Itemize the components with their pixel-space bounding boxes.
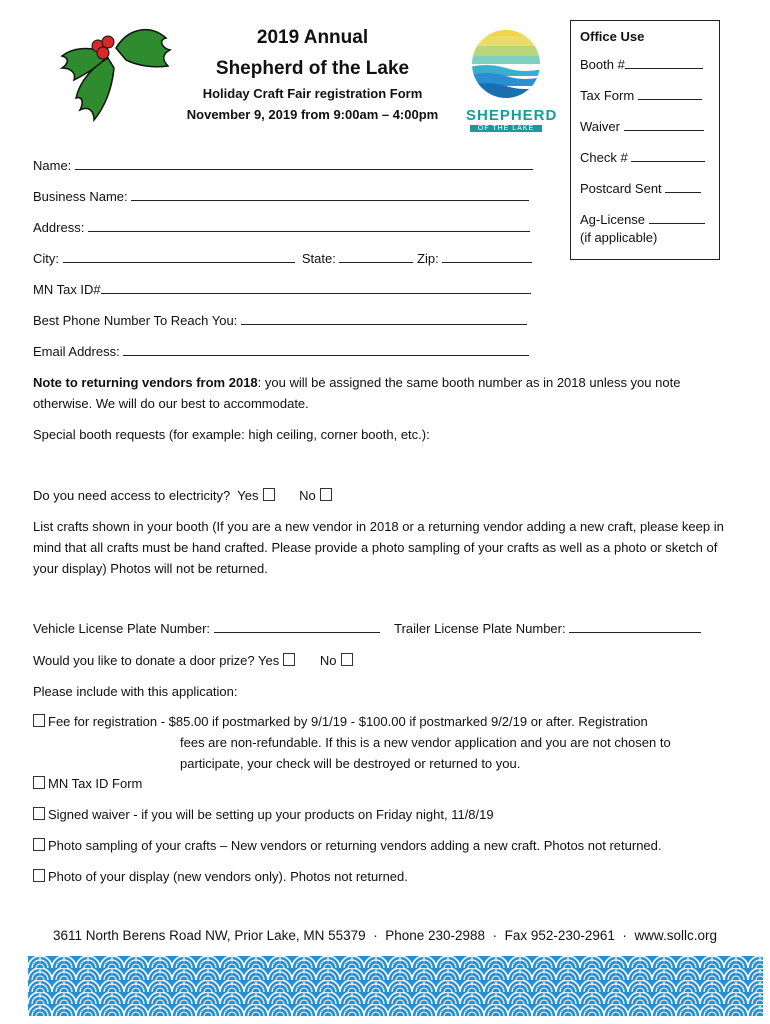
checklist-photo-display: Photo of your display (new vendors only). Photos not returned. (33, 866, 733, 887)
footer-website[interactable]: www.sollc.org (634, 928, 717, 943)
office-waiver: Waiver (580, 118, 710, 149)
electricity-question: Do you need access to electricity? Yes No (33, 485, 733, 506)
office-ag-license: Ag-License (580, 211, 710, 242)
waiver-checkbox[interactable] (33, 807, 45, 820)
list-crafts-instructions: List crafts shown in your booth (If you are a new vendor in 2018 or a returning vendor adding a new craft, please keep in mind that all crafts must be hand crafted. Please provide a photo sampling of your crafts as well as a photo or sketch of your display) Photos will not be returned. (33, 519, 724, 576)
returning-vendor-note: Note to returning vendors from 2018: you will be assigned the same booth number as in 2018 unless you note otherwise. We will do our best to accommodate. (33, 375, 681, 411)
checklist-mn-tax: MN Tax ID Form (33, 773, 733, 794)
city-field[interactable] (63, 250, 295, 263)
office-use-heading: Office Use (580, 29, 645, 44)
door-prize-no-checkbox[interactable] (341, 653, 353, 666)
door-prize-question: Would you like to donate a door prize? Yes No (33, 650, 733, 671)
wave-pattern-icon (28, 956, 763, 1016)
logo-wordmark: SHEPHERD (466, 107, 558, 124)
trailer-plate-field[interactable] (569, 620, 701, 633)
footer-phone: Phone 230-2988 (385, 928, 486, 943)
mn-tax-row: MN Tax ID# (33, 281, 531, 297)
door-prize-yes-checkbox[interactable] (283, 653, 295, 666)
include-heading: Please include with this application: (33, 684, 238, 699)
event-date: November 9, 2019 from 9:00am – 4:00pm (186, 107, 439, 122)
photo-crafts-checkbox[interactable] (33, 838, 45, 851)
footer-fax: Fax 952-230-2961 (504, 928, 615, 943)
name-field[interactable] (75, 157, 533, 170)
checklist-fee: Fee for registration - $85.00 if postmarked by 9/1/19 - $100.00 if postmarked 9/2/19 or after. Registration fees are non-refundable. If this is a new vendor application and you are not chosen to participate, your check will be destroyed or returned to you. (33, 711, 733, 774)
sunrise-icon (466, 24, 546, 106)
phone-row: Best Phone Number To Reach You: (33, 312, 527, 328)
office-booth: Booth # (580, 56, 710, 87)
name-row: Name: (33, 157, 533, 173)
mn-tax-field[interactable] (101, 281, 531, 294)
address-field[interactable] (88, 219, 530, 232)
logo-band: OF THE LAKE (470, 125, 542, 132)
photo-display-checkbox[interactable] (33, 869, 45, 882)
shepherd-logo (466, 24, 558, 142)
email-field[interactable] (123, 343, 529, 356)
form-subtitle: Holiday Craft Fair registration Form (202, 86, 423, 101)
electricity-no-checkbox[interactable] (320, 488, 332, 501)
office-check: Check # (580, 149, 710, 180)
special-booth-requests: Special booth requests (for example: high ceiling, corner booth, etc.): (33, 427, 430, 442)
office-ag-note: (if applicable) (580, 230, 658, 245)
title-line1: 2019 Annual (256, 27, 369, 48)
address-row: Address: (33, 219, 530, 235)
checklist-waiver: Signed waiver - if you will be setting up your products on Friday night, 11/8/19 (33, 804, 733, 825)
zip-field[interactable] (442, 250, 532, 263)
electricity-yes-checkbox[interactable] (263, 488, 275, 501)
footer-contact: 3611 North Berens Road NW, Prior Lake, MN 55379 · Phone 230-2988 · Fax 952-230-2961 · www.sollc.org (53, 928, 717, 943)
fee-checkbox[interactable] (33, 714, 45, 727)
state-field[interactable] (339, 250, 413, 263)
vehicle-row: Vehicle License Plate Number: Trailer License Plate Number: (33, 620, 701, 636)
city-row: City: State: Zip: (33, 250, 532, 266)
holly-icon (58, 18, 176, 130)
office-postcard: Postcard Sent (580, 180, 710, 211)
vehicle-plate-field[interactable] (214, 620, 380, 633)
mn-tax-checkbox[interactable] (33, 776, 45, 789)
office-use-box (570, 20, 720, 260)
title-line2: Shepherd of the Lake (215, 58, 410, 79)
office-tax-form: Tax Form (580, 87, 710, 118)
email-row: Email Address: (33, 343, 529, 359)
business-name-field[interactable] (131, 188, 529, 201)
footer-address: 3611 North Berens Road NW, Prior Lake, MN 55379 (53, 928, 366, 943)
checklist-photo-crafts: Photo sampling of your crafts – New vendors or returning vendors adding a new craft. Photos not returned. (33, 835, 733, 856)
business-row: Business Name: (33, 188, 529, 204)
phone-field[interactable] (241, 312, 527, 325)
